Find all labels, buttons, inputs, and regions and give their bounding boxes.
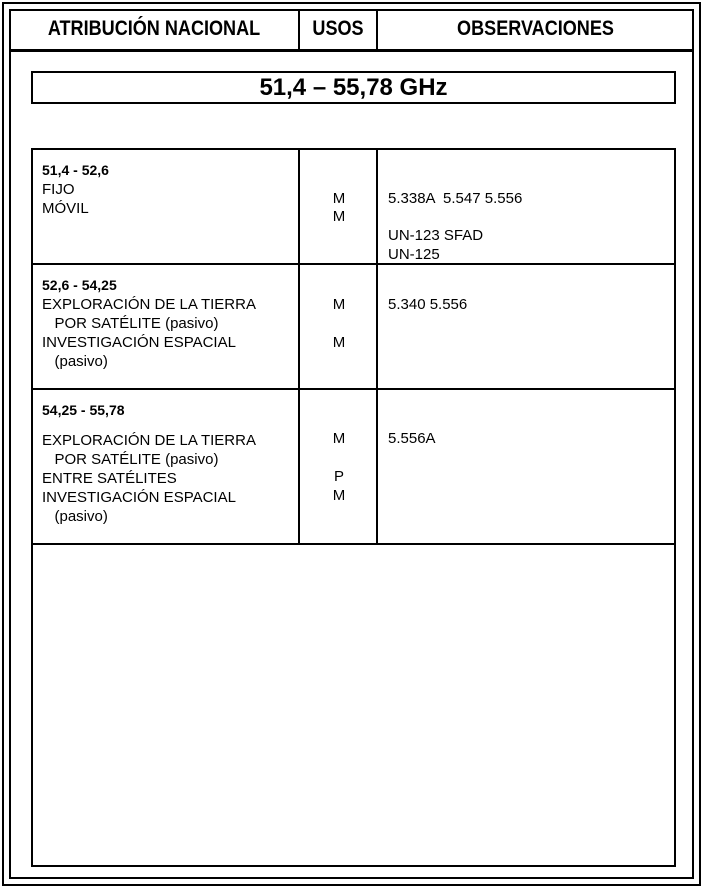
row3-service: POR SATÉLITE (pasivo) — [42, 451, 219, 468]
row1-range: 51,4 - 52,6 — [42, 162, 109, 178]
row2-service: EXPLORACIÓN DE LA TIERRA — [42, 296, 256, 313]
row2-service: INVESTIGACIÓN ESPACIAL — [42, 334, 236, 351]
band-title: 51,4 – 55,78 GHz — [31, 71, 676, 104]
row3-uso: M — [332, 487, 346, 504]
table-header — [9, 9, 694, 52]
header-divider-1 — [298, 9, 300, 50]
row3-service: (pasivo) — [42, 508, 108, 525]
row1-service: FIJO — [42, 181, 75, 198]
row1-uso: M — [332, 190, 346, 207]
row2-service: (pasivo) — [42, 353, 108, 370]
row1-obs: UN-123 SFAD — [388, 227, 484, 244]
row2-obs: 5.340 5.556 — [388, 296, 468, 313]
column-divider-1 — [298, 148, 300, 545]
allocation-table — [31, 148, 676, 867]
row2-service: POR SATÉLITE (pasivo) — [42, 315, 219, 332]
column-divider-2 — [376, 148, 378, 545]
row3-obs: 5.556A — [388, 430, 436, 447]
row-divider-2 — [31, 388, 676, 390]
header-atribucion: ATRIBUCIÓN NACIONAL — [47, 17, 261, 40]
row3-uso: M — [332, 430, 346, 447]
row3-service: EXPLORACIÓN DE LA TIERRA — [42, 432, 256, 449]
row2-uso: M — [332, 334, 346, 351]
row1-service: MÓVIL — [42, 200, 89, 217]
row1-obs: UN-125 — [388, 246, 440, 263]
row2-uso: M — [332, 296, 346, 313]
header-divider-2 — [376, 9, 378, 50]
row1-uso: M — [332, 208, 346, 225]
header-usos: USOS — [312, 17, 364, 40]
header-observaciones: OBSERVACIONES — [457, 17, 614, 40]
row-divider-1 — [31, 263, 676, 265]
row2-range: 52,6 - 54,25 — [42, 277, 117, 293]
row3-service: INVESTIGACIÓN ESPACIAL — [42, 489, 236, 506]
row1-obs: 5.338A 5.547 5.556 — [388, 190, 523, 207]
row3-range: 54,25 - 55,78 — [42, 402, 125, 418]
row3-uso: P — [333, 468, 344, 485]
row3-service: ENTRE SATÉLITES — [42, 470, 177, 487]
row-divider-3 — [31, 543, 676, 545]
